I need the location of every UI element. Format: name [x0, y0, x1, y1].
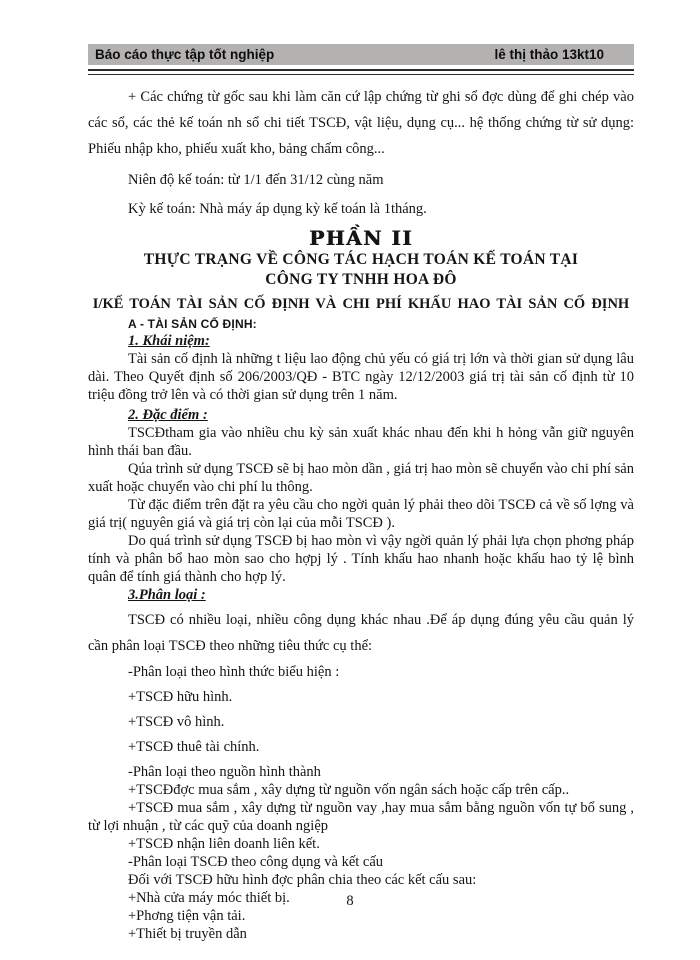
list-item-cong-dung-ket-cau: -Phân loại TSCĐ theo công dụng và kết cấu [128, 854, 384, 870]
running-header [88, 44, 634, 65]
header-report-title: Báo cáo thực tập tốt nghiệp [95, 47, 275, 62]
paragraph-dac-diem-1: TSCĐtham gia vào nhiều chu kỳ sản xuất khác nhau đến khi h hỏng vẫn giữ nguyên hình thái ban đầu. [88, 425, 634, 459]
section-i-heading: I/KẾ TOÁN TÀI SẢN CỐ ĐỊNH VÀ CHI PHÍ KHẤU HAO TÀI SẢN CỐ ĐỊNH [92, 296, 630, 312]
paragraph-dac-diem-3: Từ đặc điểm trên đặt ra yêu cầu cho ngời quản lý phải theo dõi TSCĐ cả về số lợng và giá trị( nguyên giá và giá trị còn lại của mỗi TSCĐ ). [88, 497, 634, 531]
heading-dac-diem: 2. Đặc điểm : [128, 407, 208, 423]
paragraph-dac-diem-4: Do quá trình sử dụng TSCĐ bị hao mòn vì vậy ngời quản lý phải lựa chọn phơng pháp tính và phân bổ hao mòn sao cho hợpj lý . Tính khấu hao nhanh hoặc khấu hao tỷ lệ bình quân để tính giá thành cho hợp lý. [88, 533, 634, 585]
line-fiscal-year: Niên độ kế toán: từ 1/1 đến 31/12 cùng năm [128, 172, 384, 188]
line-accounting-period: Kỳ kế toán: Nhà máy áp dụng kỳ kế toán là 1tháng. [128, 201, 427, 217]
part-subtitle-line1: THỰC TRẠNG VỀ CÔNG TÁC HẠCH TOÁN KẾ TOÁN TẠI [143, 251, 579, 268]
list-item-van-tai: +Phơng tiện vận tải. [128, 908, 246, 924]
list-item-bieu-hien: -Phân loại theo hình thức biểu hiện : [128, 664, 340, 680]
list-item-huu-hinh: +TSCĐ hữu hình. [128, 689, 233, 705]
paragraph-nguon-vay: +TSCĐ mua sắm , xây dựng từ nguồn vay ,hay mua sắm bằng nguồn vốn tự bổ sung , từ lợi nhuận , từ các quỹ của doanh ngiệp [88, 800, 634, 834]
list-item-truyen-dan: +Thiết bị truyền dẫn [128, 926, 247, 942]
paragraph-phan-loai-intro: TSCĐ có nhiều loại, nhiều công dụng khác nhau .Để áp dụng đúng yêu cầu quản lý cần phân loại TSCĐ theo những tiêu thức cụ thể: [88, 612, 634, 654]
list-item-nguon-hinh-thanh: -Phân loại theo nguồn hình thành [128, 764, 321, 780]
paragraph-nguon-ngan-sach: +TSCĐđợc mua sắm , xây dựng từ nguồn vốn ngân sách hoặc cấp trên cấp.. [128, 782, 570, 798]
list-item-nha-cua: +Nhà cửa máy móc thiết bị. [128, 890, 290, 906]
paragraph-khai-niem: Tài sản cố định là những t liệu lao động chủ yếu có giá trị lớn và thời gian sử dụng lâu dài. Theo Quyết định số 206/2003/QĐ - BTC ngày 12/12/2003 giá trị tài sản cố định từ 10 triệu đồng trở lên và có thời gian sử dụng trên 1 năm. [88, 351, 634, 403]
page-number: 8 [346, 893, 354, 909]
paragraph-dac-diem-2: Qúa trình sử dụng TSCĐ sẽ bị hao mòn dần , giá trị hao mòn sẽ chuyển vào chi phí sản xuất hoặc chuyển vào chi phí lu thông. [88, 461, 634, 495]
part-subtitle-line2: CÔNG TY TNHH HOA ĐÔ [265, 271, 457, 288]
header-divider [88, 69, 634, 75]
section-a-heading: A - TÀI SẢN CỐ ĐỊNH: [128, 317, 257, 331]
paragraph-source-documents: + Các chứng từ gốc sau khi làm căn cứ lập chứng từ ghi sổ đợc dùng để ghi chép vào các sổ, các thẻ kế toán nh sổ chi tiết TSCĐ, vật liệu, dụng cụ... hệ thống chứng từ sử dụng: Phiếu nhập kho, phiếu xuất kho, bảng chấm công... [88, 89, 634, 157]
heading-phan-loai: 3.Phân loại : [128, 587, 206, 603]
heading-khai-niem: 1. Khái niệm: [128, 333, 210, 349]
part-title: PHẦN II [309, 226, 413, 250]
header-author-name: lê thị thảo 13kt10 [494, 47, 604, 62]
list-item-vo-hinh: +TSCĐ vô hình. [128, 714, 225, 730]
page-content [88, 44, 634, 943]
list-item-thue-tai-chinh: +TSCĐ thuê tài chính. [128, 739, 260, 755]
line-ket-cau-intro: Đối với TSCĐ hữu hình đợc phân chia theo các kết cấu sau: [128, 872, 477, 888]
list-item-lien-doanh: +TSCĐ nhận liên doanh liên kết. [128, 836, 320, 852]
